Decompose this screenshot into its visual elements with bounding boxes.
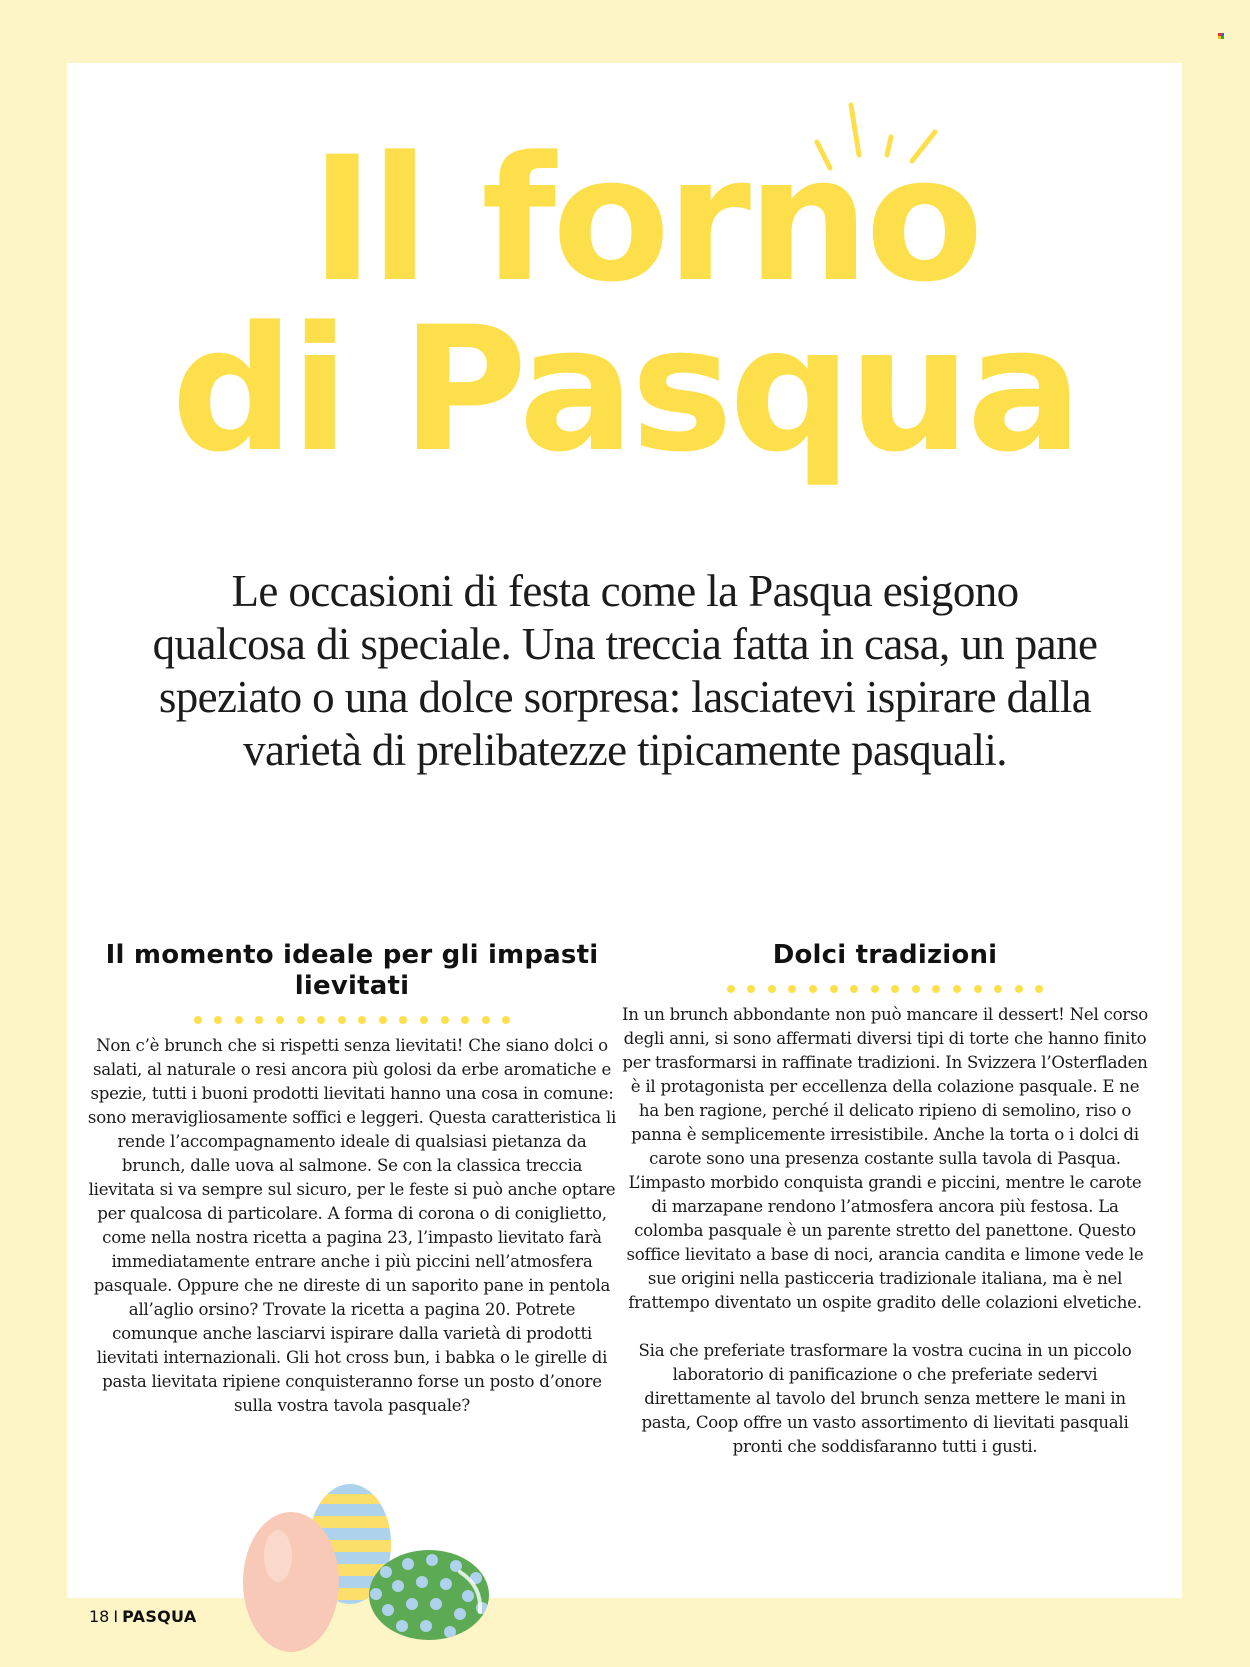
page-title-line-2: di Pasqua: [171, 289, 1079, 490]
left-column: [87, 940, 617, 1418]
section-name: PASQUA: [122, 1607, 197, 1626]
right-column-body-1: In un brunch abbondante non può mancare il dessert! Nel corso degli anni, si sono affermati diversi tipi di torte che hanno finito per trasformarsi in raffinate tradizioni. In Svizzera l’Osterfladen è il protagonista per eccellenza della colazione pasquale. E ne ha ben ragione, perché il delicato ripieno di semolino, riso o panna è semplicemente irresistibile. Anche la torta o i dolci di carote sono una presenza costante sulla tavola di Pasqua. L’impasto morbido conquista grandi e piccini, mentre le carote di marzapane rendono l’atmosfera ancora più festosa. La colomba pasquale è un parente stretto del panettone. Questo soffice lievitato a base di noci, arancia candita e limone vede le sue origini nella pasticceria tradizionale italiana, ma è nel frattempo diventato un ospite gradito delle colazioni elvetiche.: [622, 1005, 1148, 1312]
left-column-heading: Il momento ideale per gli impasti lievitati: [105, 940, 599, 1001]
dotted-green-egg-icon: [369, 1550, 489, 1640]
intro-paragraph: Le occasioni di festa come la Pasqua esigono qualcosa di speciale. Una treccia fatta in casa, un pane speziato o una dolce sorpresa: lasciatevi ispirare dalla varietà di prelibatezze tipicamente pasquali.: [152, 566, 1098, 775]
right-column-body-2: Sia che preferiate trasformare la vostra cucina in un piccolo laboratorio di panificazione o che preferiate sedervi direttamente al tavolo del brunch senza mettere le mani in pasta, Coop offre un vasto assortimento di lievitati pasquali pronti che soddisfaranno tutti i gusti.: [638, 1341, 1132, 1456]
page-footer: [89, 1607, 197, 1627]
page-title-line-1: Il forno: [310, 119, 980, 320]
dotted-divider: [87, 1016, 617, 1024]
left-column-body: Non c’è brunch che si rispetti senza lievitati! Che siano dolci o salati, al naturale o resi ancora più golosi da erbe aromatiche e spezie, tutti i buoni prodotti lievitati hanno una cosa in comune: sono meravigliosamente soffici e leggeri. Questa caratteristica li rende l’accompagnamento ideale di qualsiasi pietanza da brunch, dalle uova al salmone. Se con la classica treccia lievitata si va sempre sul sicuro, per le feste si può anche optare per qualcosa di particolare. A forma di corona o di coniglietto, come nella nostra ricetta a pagina 23, l’impasto lievitato farà immediatamente entrare anche i più piccini nell’atmosfera pasquale. Oppure che ne direste di un saporito pane in pentola all’aglio orsino? Trovate la ricetta a pagina 20. Potrete comunque anche lasciarvi ispirare dalla varietà di prodotti lievitati internazionali. Gli hot cross bun, i babka o le girelle di pasta lievitata ripiene conquisteranno forse un posto d’onore sulla vostra tavola pasquale?: [87, 1036, 617, 1415]
pink-egg-icon: [243, 1512, 339, 1652]
page-number: 18: [89, 1607, 110, 1626]
easter-eggs-illustration: [236, 1476, 516, 1667]
color-registration-mark: [1218, 33, 1224, 40]
right-column-heading: Dolci tradizioni: [772, 940, 998, 970]
footer-separator: I: [113, 1607, 119, 1626]
dotted-divider: [620, 985, 1150, 993]
right-column: [620, 940, 1150, 1459]
